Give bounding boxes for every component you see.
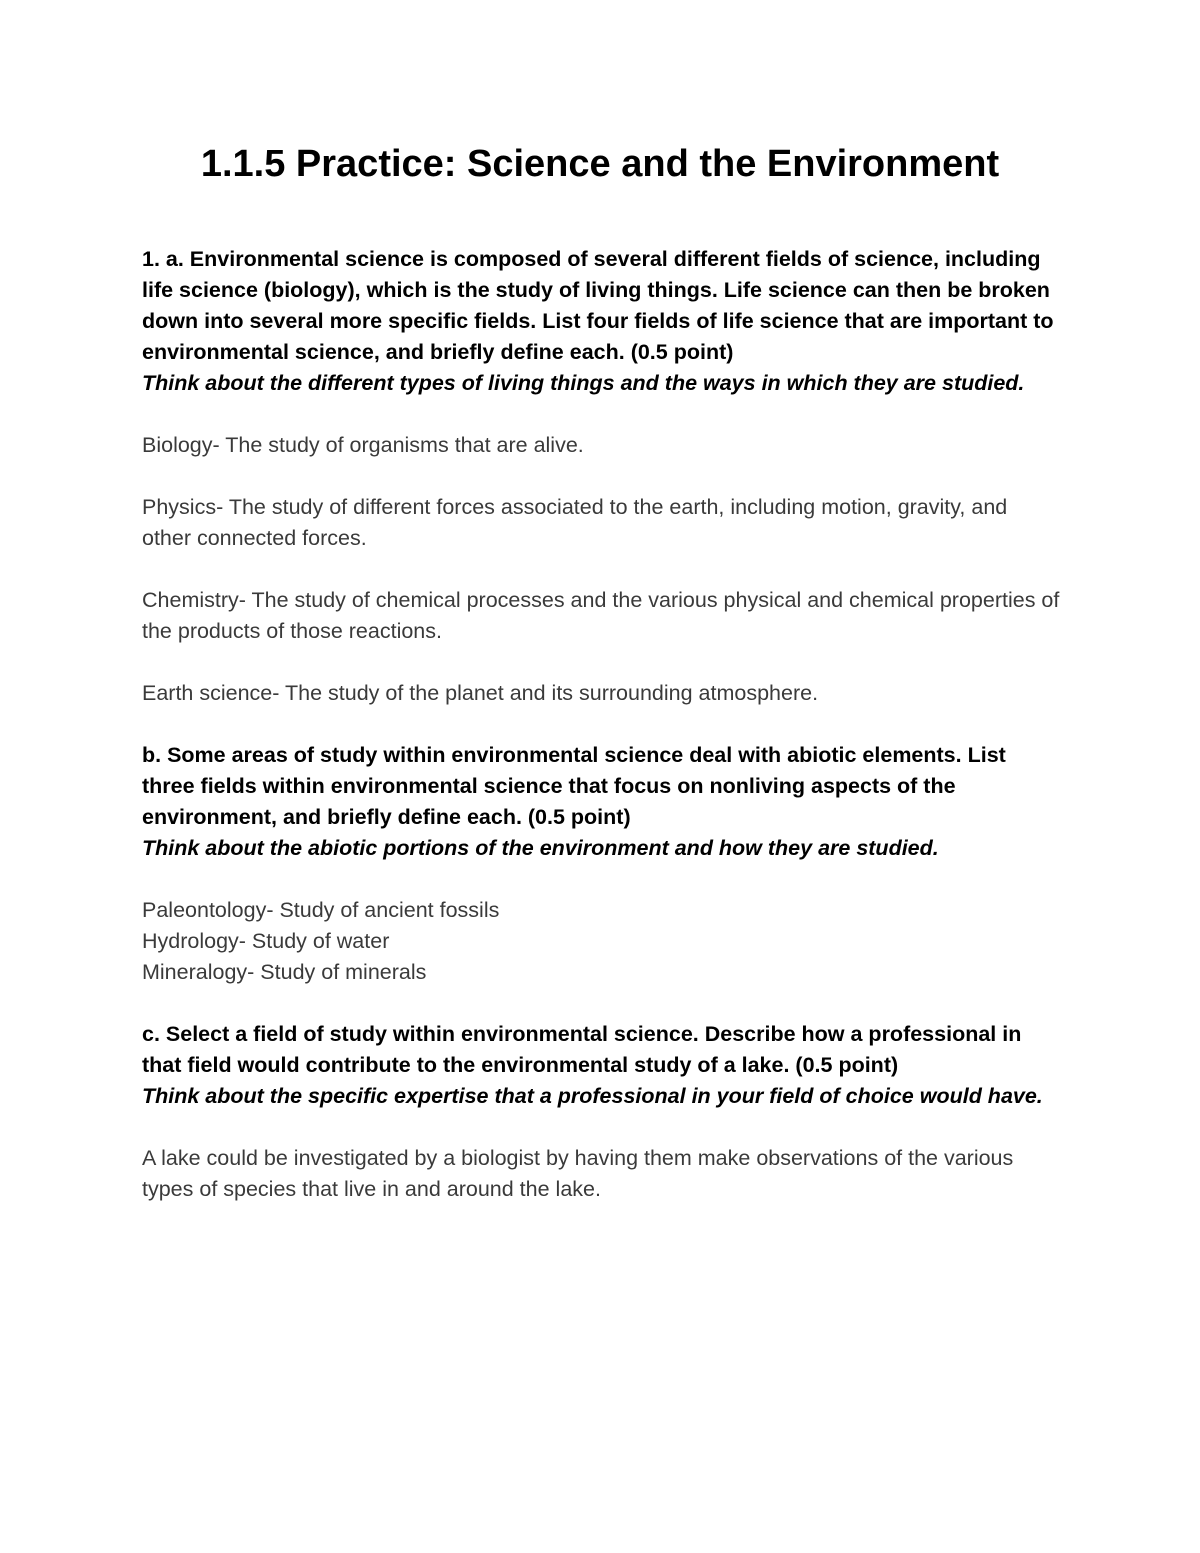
answer-1a-physics: Physics- The study of different forces associated to the earth, including motion, gravity, and other connected forces. bbox=[142, 495, 1008, 550]
spacer bbox=[142, 554, 1062, 585]
question-c-prompt: c. Select a field of study within environmental science. Describe how a professional in that field would contribute to the environmental study of a lake. (0.5 point) bbox=[142, 1022, 1022, 1077]
question-c-hint: Think about the specific expertise that a professional in your field of choice would have. bbox=[142, 1084, 1043, 1108]
spacer bbox=[142, 864, 1062, 895]
spacer bbox=[142, 399, 1062, 430]
answer-c-lake: A lake could be investigated by a biologist by having them make observations of the various types of species that live in and around the lake. bbox=[142, 1146, 1014, 1201]
spacer bbox=[142, 709, 1062, 740]
question-1a-hint: Think about the different types of living things and the ways in which they are studied. bbox=[142, 371, 1025, 395]
answer-1a-chemistry: Chemistry- The study of chemical processes and the various physical and chemical properties of the products of those reactions. bbox=[142, 588, 1060, 643]
answer-1a-earth-science: Earth science- The study of the planet and its surrounding atmosphere. bbox=[142, 681, 819, 705]
question-b-hint: Think about the abiotic portions of the environment and how they are studied. bbox=[142, 836, 939, 860]
spacer bbox=[142, 647, 1062, 678]
spacer bbox=[142, 461, 1062, 492]
spacer bbox=[142, 1112, 1062, 1143]
answer-1a-biology: Biology- The study of organisms that are alive. bbox=[142, 433, 584, 457]
spacer bbox=[142, 988, 1062, 1019]
question-1a-prompt: 1. a. Environmental science is composed of several different fields of science, including life science (biology), which is the study of living things. Life science can then be broken down into several more specific fields. List four fields of life science that are important to environmental science, and briefly define each. (0.5 point) bbox=[142, 247, 1054, 364]
answer-b-mineralogy: Mineralogy- Study of minerals bbox=[142, 960, 427, 984]
answer-b-hydrology: Hydrology- Study of water bbox=[142, 929, 390, 953]
page-title: 1.1.5 Practice: Science and the Environment bbox=[200, 143, 1000, 185]
question-b-prompt: b. Some areas of study within environmental science deal with abiotic elements. List three fields within environmental science that focus on nonliving aspects of the environment, and briefly define each. (0.5 point) bbox=[142, 743, 1006, 829]
document-body bbox=[142, 244, 1062, 1205]
answer-b-paleontology: Paleontology- Study of ancient fossils bbox=[142, 898, 500, 922]
